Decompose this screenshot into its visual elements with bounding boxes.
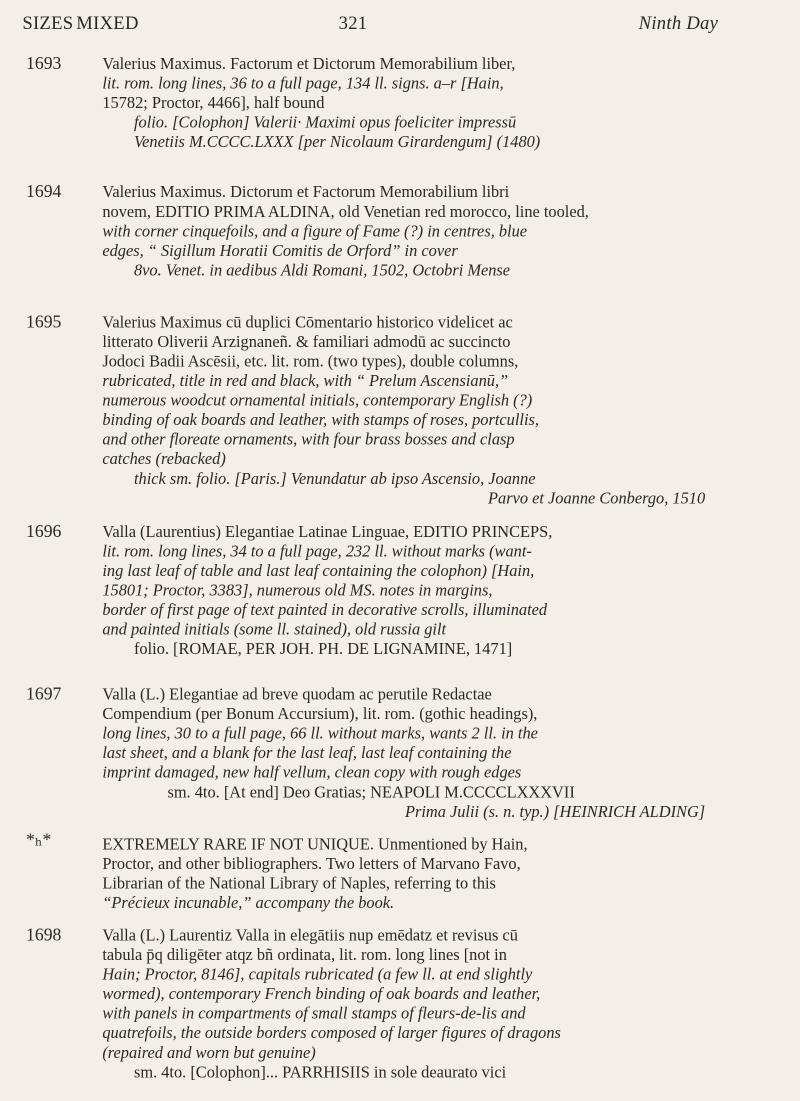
lot-description [102, 926, 718, 1082]
lot-line: 15782; Proctor, 4466], half bound [102, 93, 325, 112]
note-line: EXTREMELY RARE IF NOT UNIQUE. Unmentioned by Hain, [102, 834, 528, 854]
lot-line: tabula p̄q diligēter atqz bñ ordinata, lit. rom. long lines [not in [102, 945, 507, 964]
lot-line: (repaired and worn but genuine) [102, 1042, 316, 1062]
lot-number: 1698 [26, 925, 62, 946]
lot-line: Prima Julii (s. n. typ.) [HEINRICH ALDING] [404, 801, 706, 821]
lot-line: with panels in compartments of small stamps of fleurs-de-lis and [102, 1003, 526, 1023]
lot-line: litterato Oliverii Arzignaneñ. & familiari admodū ac succincto [102, 332, 511, 351]
lot-line: catches (rebacked) [102, 449, 226, 468]
lot-description [102, 182, 718, 280]
lot-line: sm. 4to. [Colophon]... PARRHISIIS in sole deaurato vici [133, 1062, 507, 1082]
lot-line: lit. rom. long lines, 34 to a full page, 232 ll. without marks (want- [102, 541, 532, 561]
lot-line: Venetiis M.CCCC.LXXX [per Nicolaum Girardengum] (1480) [133, 132, 541, 151]
page-number: 321 [338, 13, 368, 34]
lot-line: Valerius Maximus. Dictorum et Factorum Memorabilium libri [102, 182, 510, 201]
lot-line: Valla (L.) Elegantiae ad breve quodam ac perutile Redactae [102, 684, 492, 704]
lot-description [102, 522, 718, 659]
lot-line: thick sm. folio. [Paris.] Venundatur ab ipso Ascensio, Joanne [133, 468, 536, 488]
note-line: Proctor, and other bibliographers. Two letters of Marvano Favo, [102, 854, 521, 873]
lot-1694 [26, 182, 718, 280]
lot-1695 [26, 313, 718, 508]
lot-line: folio. [ROMAE, PER JOH. PH. DE LIGNAMINE, 1471] [133, 639, 513, 658]
lot-description [102, 54, 718, 152]
day-title: Ninth Day [638, 13, 719, 34]
lot-description [102, 685, 718, 822]
lot-number: 1693 [26, 53, 62, 74]
lot-line: border of first page of text painted in decorative scrolls, illuminated [102, 600, 548, 619]
lot-line: last sheet, and a blank for the last leaf, last leaf containing the [102, 743, 512, 762]
header-mixed: MIXED [76, 13, 139, 34]
asterism-mark: *ₕ* [26, 830, 52, 851]
lot-line: ing last leaf of table and last leaf containing the colophon) [Hain, [102, 560, 535, 580]
lot-line: Valerius Maximus. Factorum et Dictorum Memorabilium liber, [102, 53, 516, 73]
lot-line: Valla (L.) Laurentiz Valla in elegātiis nup emēdatz et revisus cū [102, 925, 518, 945]
lot-line: Jodoci Badii Ascēsii, etc. lit. rom. (two types), double columns, [102, 351, 519, 371]
lot-number: 1695 [26, 312, 62, 333]
lot-1696 [26, 522, 718, 659]
lot-line: 15801; Proctor, 3383], numerous old MS. notes in margins, [102, 580, 493, 600]
lot-number: 1694 [26, 182, 62, 202]
lot-line: and other floreate ornaments, with four brass bosses and clasp [102, 429, 515, 449]
lot-description [102, 313, 718, 508]
lot-line: lit. rom. long lines, 36 to a full page, 134 ll. signs. a–r [Hain, [102, 73, 504, 93]
lot-line: folio. [Colophon] Valerii· Maximi opus foeliciter impressū [133, 112, 517, 132]
lot-line: Hain; Proctor, 8146], capitals rubricated (a few ll. at end slightly [102, 964, 533, 984]
lot-line: Valerius Maximus cū duplici Cōmentario historico videlicet ac [102, 312, 513, 332]
lot-1693 [26, 54, 718, 152]
lot-line: quatrefoils, the outside borders composed of larger figures of dragons [102, 1023, 561, 1042]
lot-number: 1697 [26, 684, 62, 705]
lot-line: sm. 4to. [At end] Deo Gratias; NEAPOLI M.CCCCLXXXVII [167, 782, 575, 801]
lot-line: Compendium (per Bonum Accursium), lit. rom. (gothic headings), [102, 704, 538, 723]
lot-line: 8vo. Venet. in aedibus Aldi Romani, 1502, Octobri Mense [133, 260, 511, 280]
lot-line: and painted initials (some ll. stained), old russia gilt [102, 619, 447, 639]
lot-line: Valla (Laurentius) Elegantiae Latinae Linguae, EDITIO PRINCEPS, [102, 521, 553, 541]
lot-number: 1696 [26, 521, 62, 542]
lot-line: wormed), contemporary French binding of oak boards and leather, [102, 984, 541, 1003]
note-line: “Précieux incunable,” accompany the book. [102, 893, 395, 912]
note-line: Librarian of the National Library of Naples, referring to this [102, 873, 496, 893]
lot-line: with corner cinquefoils, and a figure of Fame (?) in centres, blue [102, 221, 528, 241]
lot-line: imprint damaged, new half vellum, clean copy with rough edges [102, 762, 522, 782]
lot-line: novem, EDITIO PRIMA ALDINA, old Venetian red morocco, line tooled, [102, 201, 589, 221]
lot-line: rubricated, title in red and black, with “ Prelum Ascensianū,” [102, 371, 509, 390]
lot-line: binding of oak boards and leather, with stamps of roses, portcullis, [102, 410, 539, 429]
lot-line: Parvo et Joanne Conbergo, 1510 [488, 488, 706, 508]
lot-1698 [26, 926, 718, 1082]
running-header [22, 13, 718, 45]
lot-line: long lines, 30 to a full page, 66 ll. without marks, wants 2 ll. in the [102, 723, 538, 743]
header-sizes: SIZES [22, 13, 74, 34]
lot-line: edges, “ Sigillum Horatii Comitis de Orford” in cover [102, 240, 458, 260]
lot-1697 [26, 685, 718, 822]
note-text [102, 834, 718, 912]
rarity-note [26, 830, 718, 912]
lot-line: numerous woodcut ornamental initials, contemporary English (?) [102, 390, 533, 410]
